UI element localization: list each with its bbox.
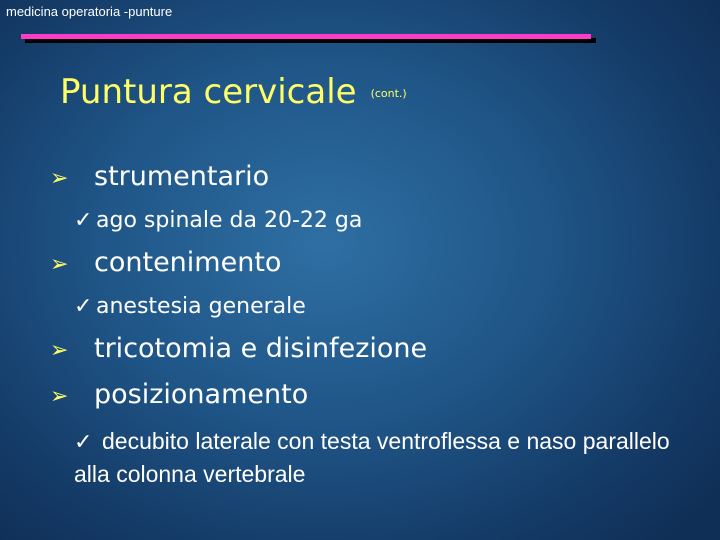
arrow-bullet-icon: ➢ [50,338,69,363]
bullet-item [50,333,427,364]
bullet-item [50,161,269,192]
bullet-text: tricotomia e disinfezione [94,333,428,364]
bullet-item [50,379,308,410]
sub-bullet-text: ago spinale da 20-22 ga [96,208,363,233]
slide-title-suffix: (cont.) [370,87,407,100]
arrow-bullet-icon: ➢ [50,384,69,409]
bullet-text: posizionamento [94,379,309,410]
sub-bullet-item [74,208,362,233]
checkmark-icon: ✓ [74,294,93,319]
checkmark-icon: ✓ [74,208,93,233]
bullet-item [50,247,281,278]
checkmark-icon: ✓ [74,429,93,454]
slide-title [60,72,407,112]
sub-bullet-item [74,425,674,490]
arrow-bullet-icon: ➢ [50,252,69,277]
sub-bullet-text: anestesia generale [96,294,306,319]
bullet-text: strumentario [94,161,270,192]
header-text: medicina operatoria -punture [6,4,173,19]
bullet-text: contenimento [94,247,282,278]
header-rule [21,34,591,39]
slide-title-text: Puntura cervicale [60,72,357,112]
sub-bullet-item [74,294,306,319]
arrow-bullet-icon: ➢ [50,166,69,191]
sub-bullet-text: decubito laterale con testa ventroflessa e naso parallelo alla colonna vertebrale [74,428,670,487]
